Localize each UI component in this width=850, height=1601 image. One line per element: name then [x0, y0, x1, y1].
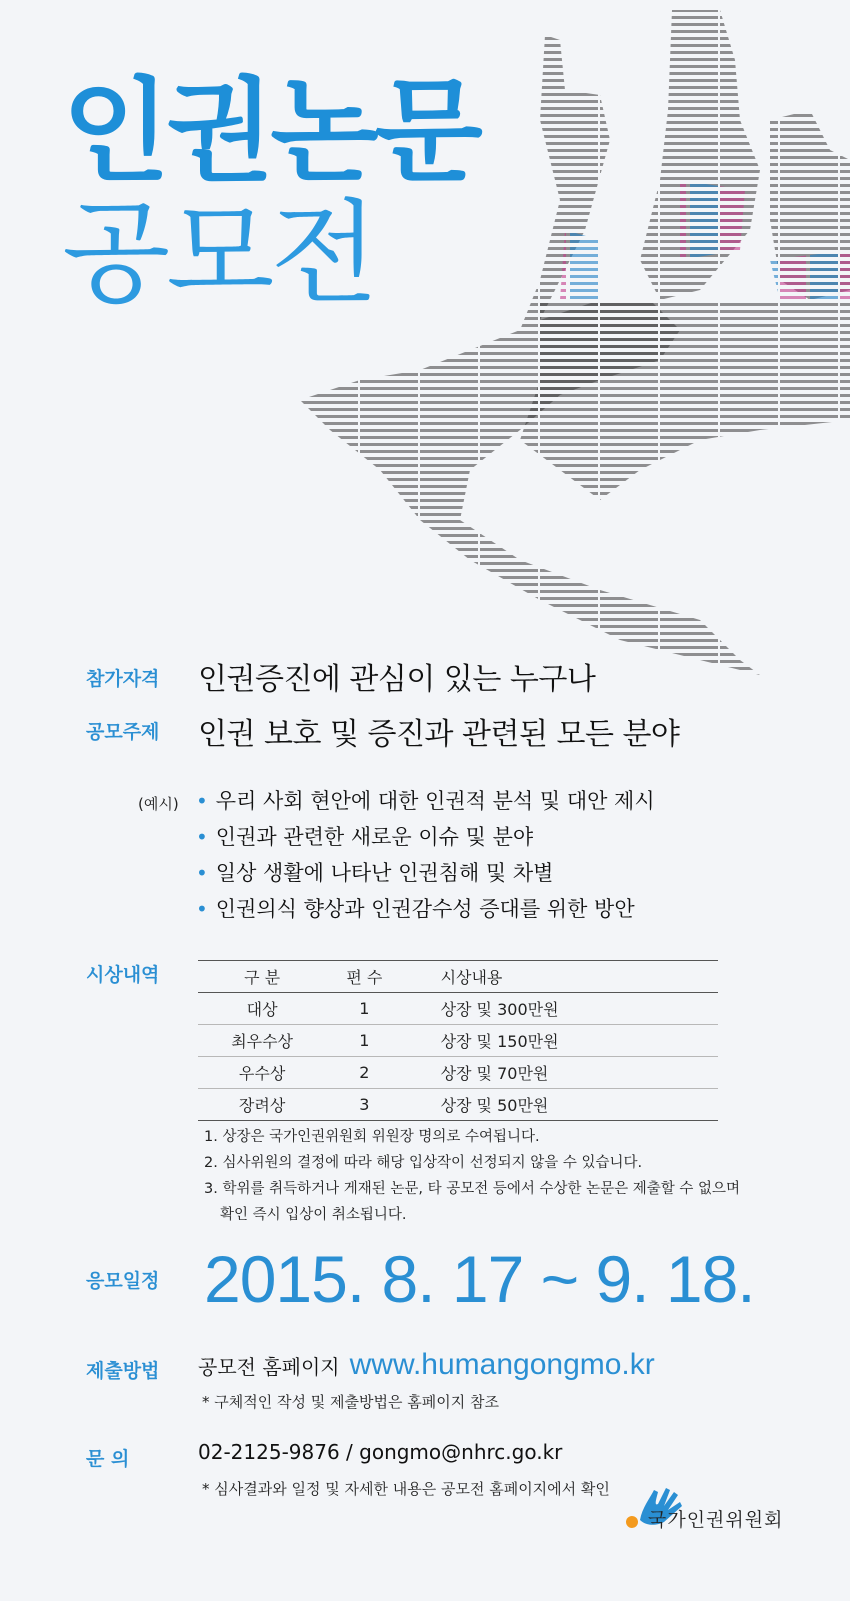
bullet-icon: • [196, 897, 208, 921]
schedule-date: 2015. 8. 17 ~ 9. 18. [204, 1242, 755, 1316]
note-item: 2. 심사위원의 결정에 따라 해당 입상작이 선정되지 않을 수 있습니다. [204, 1155, 643, 1171]
submission-line [198, 1348, 655, 1382]
table-cell: 장려상 [198, 1089, 326, 1121]
eligibility-value: 인권증진에 관심이 있는 누구나 [198, 662, 596, 697]
table-cell: 상장 및 50만원 [403, 1089, 718, 1121]
table-cell: 1 [326, 1025, 402, 1057]
note-item: 1. 상장은 국가인권위원회 위원장 명의로 수여됩니다. [204, 1129, 540, 1145]
table-cell: 1 [326, 993, 402, 1025]
poster-title-line2: 공모전 [62, 189, 375, 319]
table-cell: 상장 및 300만원 [403, 993, 718, 1025]
table-cell: 3 [326, 1089, 402, 1121]
list-item: • 인권의식 향상과 인권감수성 증대를 위한 방안 [196, 897, 635, 921]
list-item: • 인권과 관련한 새로운 이슈 및 분야 [196, 825, 534, 849]
table-cell: 상장 및 150만원 [403, 1025, 718, 1057]
table-row [198, 993, 718, 1025]
organization-name: 국가인권위원회 [648, 1509, 784, 1531]
contact-label: 문 의 [86, 1448, 130, 1470]
note-item: 3. 학위를 취득하거나 게재된 논문, 타 공모전 등에서 수상한 논문은 제출할 수 없으며 확인 즉시 입상이 취소됩니다. [204, 1181, 740, 1223]
poster-title-line1: 인권논문 [62, 67, 479, 197]
contact-value: 02-2125-9876 / gongmo@nhrc.go.kr [198, 1440, 563, 1464]
column-header-prize: 시상내용 [403, 961, 718, 993]
awards-label: 시상내역 [86, 964, 160, 986]
table-cell: 2 [326, 1057, 402, 1089]
table-row [198, 1089, 718, 1121]
homepage-link[interactable]: www.humangongmo.kr [349, 1348, 655, 1381]
schedule-label: 응모일정 [86, 1270, 160, 1292]
bullet-icon: • [196, 825, 208, 849]
eligibility-label: 참가자격 [86, 668, 160, 690]
table-cell: 대상 [198, 993, 326, 1025]
topic-value: 인권 보호 및 증진과 관련된 모든 분야 [198, 717, 680, 752]
list-item: • 일상 생활에 나타난 인권침해 및 차별 [196, 861, 554, 885]
list-item: • 우리 사회 현안에 대한 인권적 분석 및 대안 제시 [196, 789, 655, 813]
bullet-icon: • [196, 789, 208, 813]
submission-note: * 구체적인 작성 및 제출방법은 홈페이지 참조 [202, 1393, 499, 1411]
bullet-icon: • [196, 861, 208, 885]
awards-table [198, 960, 718, 1121]
submission-method: 공모전 홈페이지 [198, 1355, 340, 1379]
table-row [198, 1057, 718, 1089]
table-row [198, 1025, 718, 1057]
table-header-row [198, 961, 718, 993]
contact-note: * 심사결과와 일정 및 자세한 내용은 공모전 홈페이지에서 확인 [202, 1480, 610, 1498]
topic-label: 공모주제 [86, 721, 160, 743]
column-header-count: 편 수 [326, 961, 402, 993]
award-notes [204, 1124, 740, 1228]
table-cell: 우수상 [198, 1057, 326, 1089]
example-tag: (예시) [138, 795, 179, 813]
submission-label: 제출방법 [86, 1360, 160, 1382]
table-cell: 최우수상 [198, 1025, 326, 1057]
column-header-category: 구 분 [198, 961, 326, 993]
table-cell: 상장 및 70만원 [403, 1057, 718, 1089]
example-list [196, 784, 655, 928]
